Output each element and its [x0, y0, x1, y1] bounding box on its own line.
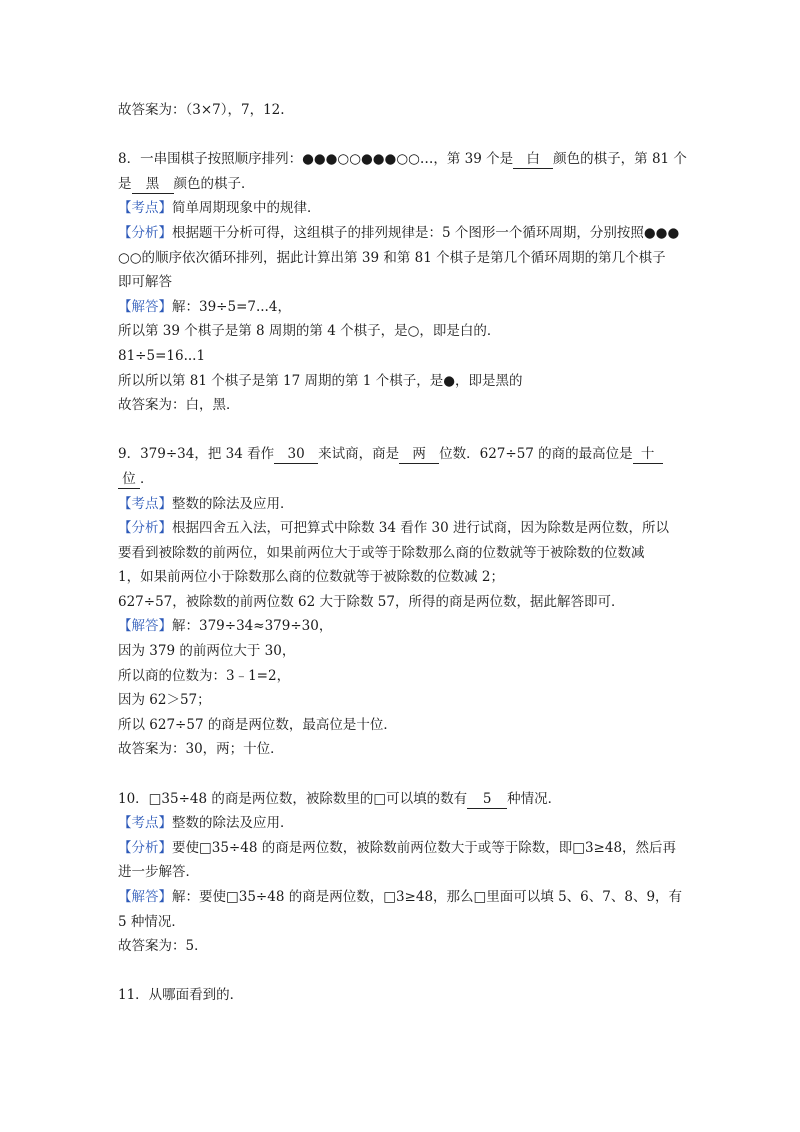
- q9-answer-blank-1: 30: [274, 446, 318, 464]
- q9-kaodian-text: 整数的除法及应用．: [172, 495, 294, 512]
- q9-fenxi-line4: 627÷57，被除数的前两位数 62 大于除数 57，所得的商是两位数，据此解答即可．: [118, 593, 625, 610]
- q8-fenxi-line1: [118, 221, 688, 246]
- q9-question-prefix: 9．379÷34，把 34 看作: [118, 446, 275, 463]
- q8-fenxi-text-1: 根据题干分析可得，这组棋子的排列规律是：5 个图形一个循环周期，分别按照●●●: [172, 224, 680, 241]
- q8-question-line2: [118, 172, 688, 197]
- q10-fenxi-tag: 【分析】: [118, 839, 172, 856]
- q9-fenxi-line3: 1，如果前两位小于除数那么商的位数就等于被除数的位数减 2；: [118, 569, 504, 586]
- q8-jieda-line3: 81÷5=16...1: [118, 347, 206, 364]
- q9-fenxi-line2: 要看到被除数的前两位，如果前两位大于或等于除数那么商的位数就等于被除数的位数减: [118, 544, 645, 561]
- q10-jieda-text-1: 解：要使□35÷48 的商是两位数，□3≥48，那么□里面可以填 5、6、7、8、9，有: [172, 889, 683, 905]
- document-page: [118, 98, 688, 1008]
- q8-question-middle: 颜色的棋子，第 81 个: [553, 151, 687, 168]
- q9-kaodian: [118, 492, 688, 517]
- q9-question-line2: [118, 467, 688, 492]
- q8-answer-blank-1: 白: [513, 151, 553, 169]
- q8-answer: 故答案为：白，黑．: [118, 397, 240, 414]
- q9-question-line1: [118, 442, 688, 467]
- q10-jieda-line1: [118, 885, 688, 910]
- q10-question: [118, 787, 688, 812]
- q8-fenxi-line3: 即可解答: [118, 274, 172, 291]
- q10-question-prefix: 10．□35÷48 的商是两位数，被除数里的□可以填的数有: [118, 790, 468, 807]
- q9-answer-blank-2: 两: [399, 446, 439, 464]
- q9-fenxi-tag: 【分析】: [118, 520, 172, 537]
- q8-question-prefix: 8．一串围棋子按照顺序排列：●●●○○●●●○○…，第 39 个是: [118, 151, 514, 168]
- q9-question-middle-2: 位数．627÷57 的商的最高位是: [439, 446, 633, 463]
- q10-question-suffix: 种情况．: [507, 790, 562, 807]
- q9-answer-blank-3a: 十: [633, 446, 663, 464]
- spacer: [118, 762, 688, 787]
- q8-kaodian-text: 简单周期现象中的规律．: [172, 200, 321, 217]
- q10-jieda-line2: 5 种情况．: [118, 913, 185, 930]
- q9-jieda-text-1: 解：379÷34≈379÷30，: [172, 618, 333, 635]
- q9-jieda-line2: 因为 379 的前两位大于 30，: [118, 643, 296, 660]
- q10-kaodian-tag: 【考点】: [118, 815, 172, 832]
- spacer: [118, 123, 688, 148]
- q10-jieda-tag: 【解答】: [118, 889, 172, 905]
- spacer: [118, 959, 688, 984]
- q8-fenxi-tag: 【分析】: [118, 224, 172, 241]
- q9-jieda-line5: 所以 627÷57 的商是两位数，最高位是十位．: [118, 716, 397, 733]
- q9-fenxi-line1: [118, 516, 688, 541]
- spacer: [118, 418, 688, 443]
- q9-kaodian-tag: 【考点】: [118, 495, 172, 512]
- q10-kaodian: [118, 811, 688, 836]
- q9-answer: 故答案为：30，两；十位．: [118, 741, 284, 758]
- q8-jieda-text-1: 解：39÷5=7...4，: [172, 298, 291, 315]
- q9-answer-blank-3b: 位: [118, 471, 140, 489]
- q9-fenxi-text-1: 根据四舍五入法，可把算式中除数 34 看作 30 进行试商，因为除数是两位数，所以: [172, 520, 670, 537]
- q10-fenxi-line2: 进一步解答．: [118, 864, 199, 881]
- q9-jieda-line3: 所以商的位数为：3﹣1=2，: [118, 667, 291, 684]
- q9-jieda-line4: 因为 62＞57；: [118, 692, 211, 709]
- q8-jieda-line1: [118, 295, 688, 320]
- q8-jieda-line2: 所以第 39 个棋子是第 8 周期的第 4 个棋子，是○，即是白的．: [118, 323, 501, 340]
- q8-question-line2-suffix: 颜色的棋子．: [173, 175, 255, 192]
- q8-question-line2-prefix: 是: [118, 175, 132, 192]
- q8-answer-blank-2: 黑: [132, 176, 174, 194]
- q8-jieda-line4: 所以所以第 81 个棋子是第 17 周期的第 1 个棋子，是●，即是黑的: [118, 372, 523, 389]
- q9-jieda-line1: [118, 614, 688, 639]
- q8-jieda-tag: 【解答】: [118, 298, 172, 315]
- q10-answer: 故答案为：5．: [118, 938, 208, 955]
- q8-kaodian-tag: 【考点】: [118, 200, 172, 217]
- q7-answer: 故答案为：（3×7），7，12.: [118, 102, 285, 118]
- q10-fenxi-line1: [118, 836, 688, 861]
- q8-fenxi-line2: ○○的顺序依次循环排列，据此计算出第 39 和第 81 个棋子是第几个循环周期的第几个棋子: [118, 249, 666, 266]
- q9-question-middle-1: 来试商，商是: [318, 446, 400, 463]
- q10-fenxi-text-1: 要使□35÷48 的商是两位数，被除数前两位数大于或等于除数，即□3≥48，然后再: [172, 839, 677, 856]
- q9-question-end: ．: [140, 470, 154, 487]
- q8-question-line1: [118, 147, 688, 172]
- q9-jieda-tag: 【解答】: [118, 618, 172, 635]
- q10-answer-blank: 5: [467, 791, 507, 809]
- q8-kaodian: [118, 196, 688, 221]
- q10-kaodian-text: 整数的除法及应用．: [172, 815, 294, 832]
- q11-question: 11．从哪面看到的．: [118, 987, 244, 1004]
